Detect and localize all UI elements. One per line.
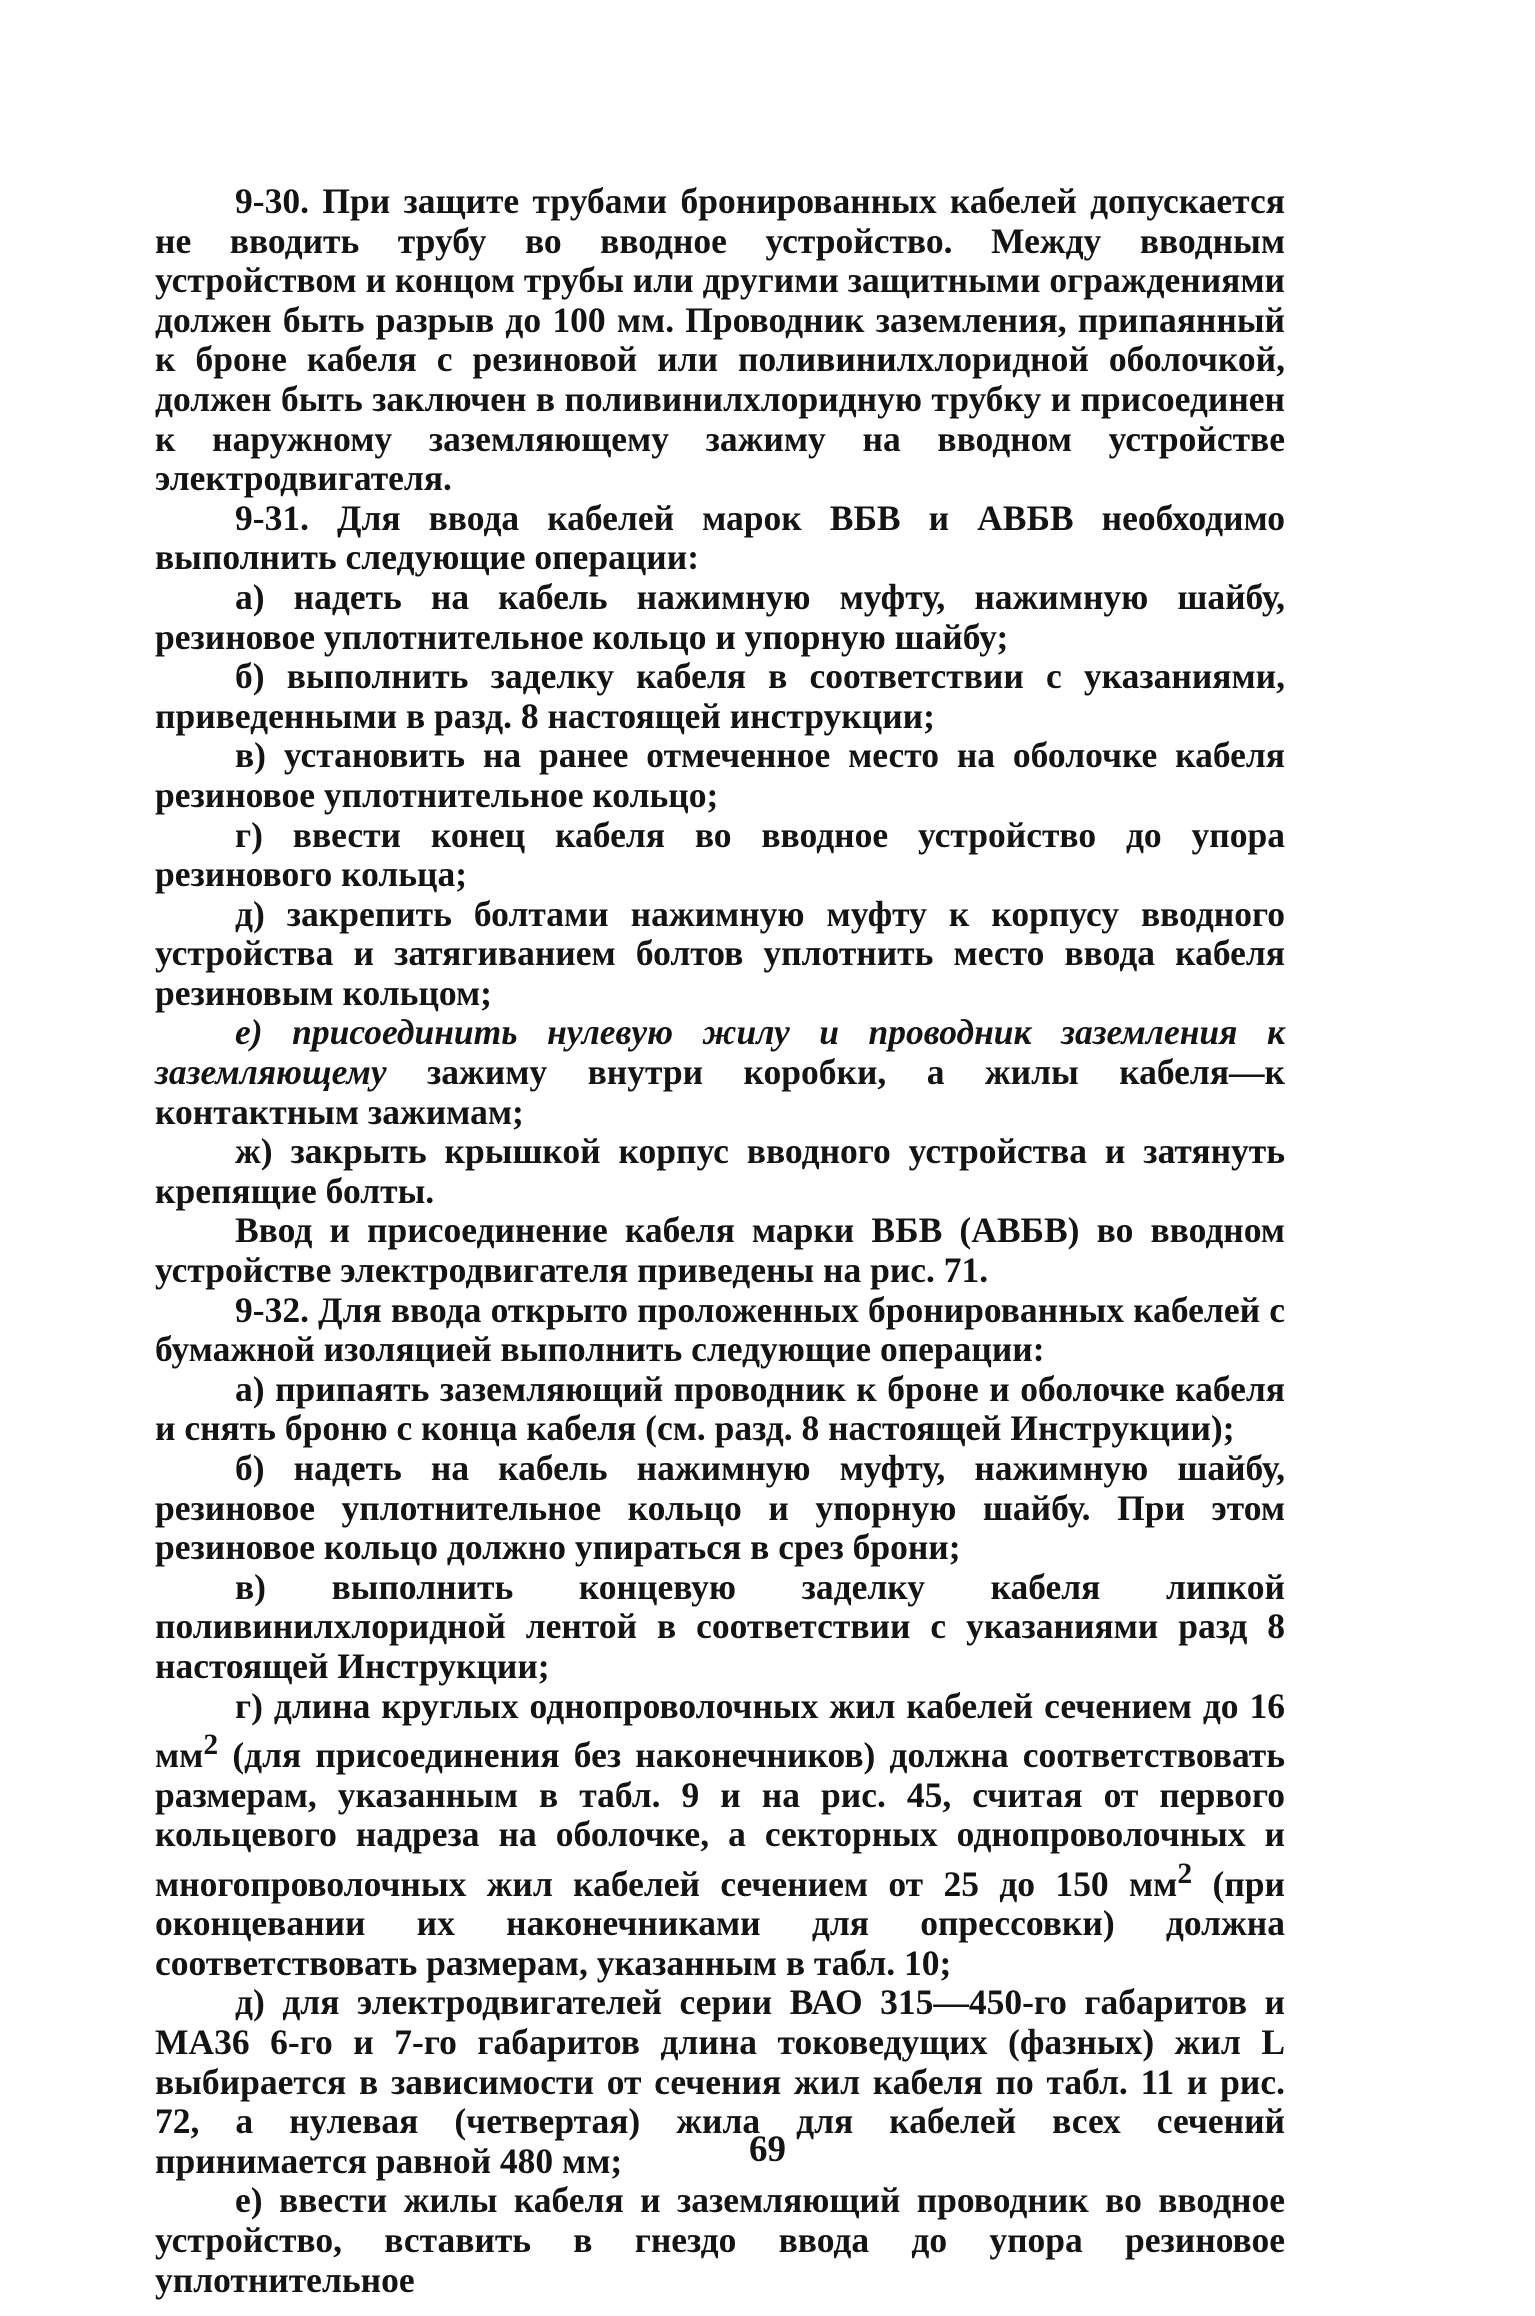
clause-number: 9-31. bbox=[235, 497, 309, 538]
paragraph-text: Ввод и присоединение кабеля марки ВБВ (АВБВ) во вводном устройстве электродвигателя приведены на рис. 71. bbox=[155, 1210, 1285, 1291]
paragraph-text: д) закрепить болтами нажимную муфту к корпусу вводного устройства и затягиванием болтов уплотнить место ввода кабеля резиновым кольцом; bbox=[155, 893, 1285, 1013]
superscript: 2 bbox=[203, 1729, 219, 1762]
list-item-b bbox=[155, 657, 1285, 736]
clause-number: 9-32. bbox=[235, 1289, 309, 1330]
paragraph-text: г) ввести конец кабеля во вводное устройство до упора резинового кольца; bbox=[155, 814, 1285, 895]
paragraph-text: ж) закрыть крышкой корпус вводного устройства и затянуть крепящие болты. bbox=[155, 1131, 1285, 1211]
paragraph-text: зажиму внутри коробки, а жилы кабеля—к контактным зажимам; bbox=[155, 1052, 1285, 1132]
page-number: 69 bbox=[749, 2129, 786, 2170]
paragraph-9-31 bbox=[155, 499, 1285, 578]
list-item-v bbox=[155, 736, 1285, 815]
paragraph-text: Для ввода открыто проложенных бронированных кабелей с бумажной изоляцией выполнить следующие операции: bbox=[155, 1289, 1285, 1370]
paragraph-text: б) выполнить заделку кабеля в соответствии с указаниями, приведенными в разд. 8 настоящей инструкции; bbox=[155, 656, 1285, 736]
list-item-g bbox=[155, 816, 1285, 895]
list-item-d bbox=[155, 895, 1285, 1014]
paragraph-figure-reference bbox=[155, 1211, 1285, 1290]
list-item-e bbox=[155, 1013, 1285, 1132]
list-item-v-2 bbox=[155, 1568, 1285, 1687]
paragraph-text: (для присоединения без наконечников) должна соответствовать размерам, указанным в табл. 9 и на рис. 45, считая от первого кольцевого надреза на оболочке, а секторных однопроволочных и многопроволочных жил кабелей сечением от 25 до 150 мм bbox=[155, 1734, 1285, 1904]
paragraph-text: (при оконцевании их наконечниками для опрессовки) должна соответствовать размерам, указанным в табл. 10; bbox=[155, 1863, 1285, 1983]
list-item-zh bbox=[155, 1132, 1285, 1211]
paragraph-text: б) надеть на кабель нажимную муфту, нажимную шайбу, резиновое уплотнительное кольцо и упорную шайбу. При этом резиновое кольцо должно упираться в срез брони; bbox=[155, 1448, 1285, 1568]
paragraph-text: Для ввода кабелей марок ВБВ и АВБВ необходимо выполнить следующие операции: bbox=[155, 497, 1286, 578]
paragraph-text: в) выполнить концевую заделку кабеля липкой поливинилхлоридной лентой в соответствии с указаниями разд 8 настоящей Инструкции; bbox=[155, 1566, 1285, 1686]
body-text bbox=[155, 182, 1285, 2300]
clause-number: 9-30. bbox=[235, 181, 309, 221]
paragraph-text: При защите трубами бронированных кабелей допускается не вводить трубу во вводное устройство. Между вводным устройством и концом трубы или другими защитными ограждениями должен быть разрыв до 100 мм. Проводник заземления, припаянный к броне кабеля с резиновой или поливинилхлоридной оболочкой, должен быть заключен в поливинилхлоридную трубку и присоединен к наружному заземляющему зажиму на вводном устройстве электродвигателя. bbox=[155, 181, 1286, 499]
list-item-a-2 bbox=[155, 1370, 1285, 1449]
list-item-b-2 bbox=[155, 1449, 1285, 1568]
paragraph-text: д) для электродвигателей серии ВАО 315—450-го габаритов и МА36 6-го и 7-го габаритов длина токоведущих (фазных) жил L выбирается в зависимости от сечения жил кабеля по табл. 11 и рис. 72, а нулевая (четвертая) жила для кабелей всех сечений принимается равной 480 мм; bbox=[155, 1982, 1285, 2181]
paragraph-text: а) припаять заземляющий проводник к броне и оболочке кабеля и снять броню с конца кабеля (см. разд. 8 настоящей Инструкции); bbox=[155, 1368, 1285, 1449]
list-item-g-2 bbox=[155, 1687, 1285, 1984]
paragraph-text: е) ввести жилы кабеля и заземляющий проводник во вводное устройство, вставить в гнездо ввода до упора резиновое уплотнительное bbox=[155, 2180, 1285, 2300]
italic-text: е) присоединить нулевую жилу и проводник заземления к заземляющему bbox=[155, 1012, 1285, 1093]
paragraph-text: а) надеть на кабель нажимную муфту, нажимную шайбу, резиновое уплотнительное кольцо и упорную шайбу; bbox=[155, 576, 1285, 657]
list-item-e-2 bbox=[155, 2181, 1285, 2300]
paragraph-text: г) длина круглых однопроволочных жил кабелей сечением до 16 мм bbox=[155, 1685, 1285, 1775]
paragraph-9-32 bbox=[155, 1291, 1285, 1370]
paragraph-text: в) установить на ранее отмеченное место на оболочке кабеля резиновое уплотнительное кольцо; bbox=[155, 735, 1285, 815]
list-item-a bbox=[155, 578, 1285, 657]
paragraph-9-30 bbox=[155, 182, 1285, 499]
superscript: 2 bbox=[1177, 1857, 1193, 1890]
